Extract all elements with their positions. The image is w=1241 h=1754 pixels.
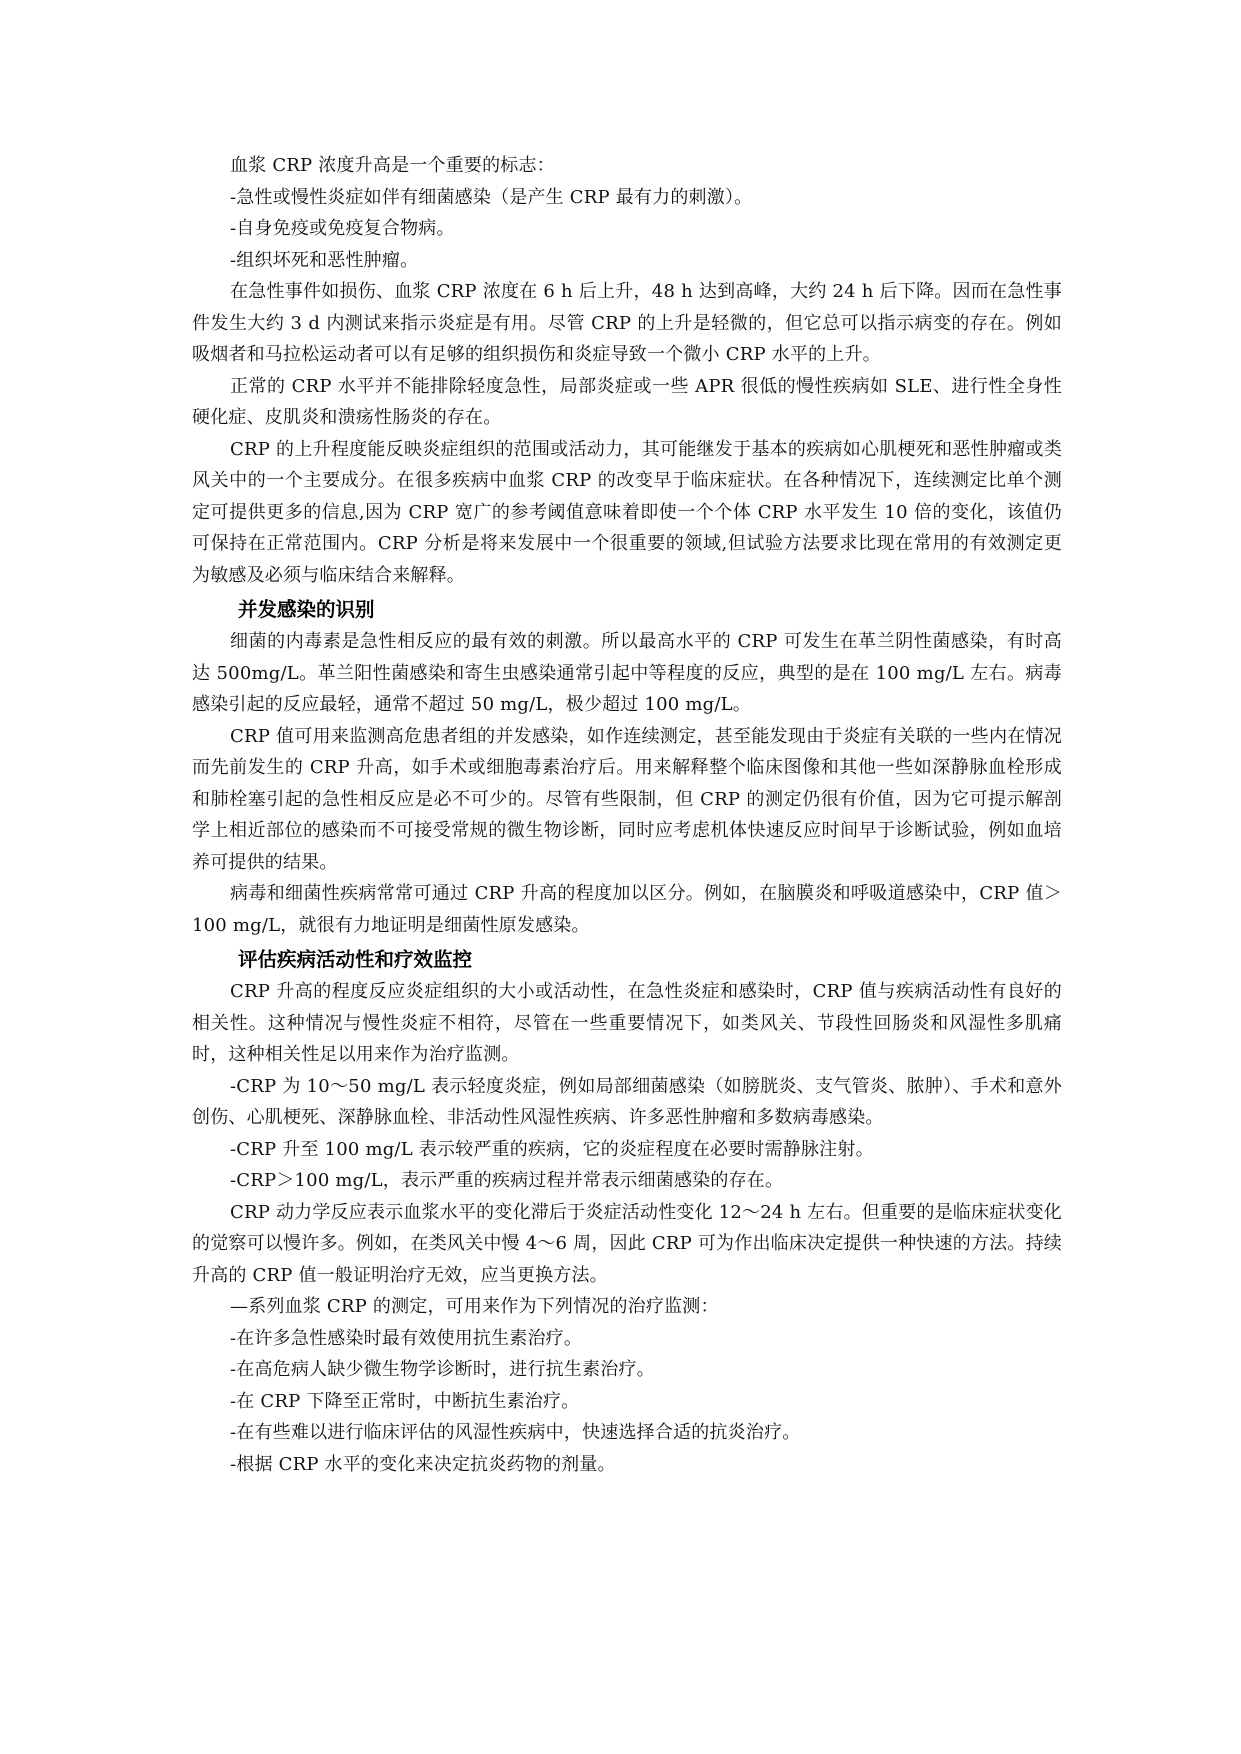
paragraph-activity-correlation: CRP 升高的程度反应炎症组织的大小或活动性，在急性炎症和感染时，CRP 值与疾病活动性有良好的相关性。这种情况与慢性炎症不相符，尽管在一些重要情况下，如类风关、节段性回肠炎和风湿性多肌痛时，这种相关性足以用来作为治疗监测。 (192, 981, 1062, 1065)
treatment-list-item: -在 CRP 下降至正常时，中断抗生素治疗。 (230, 1390, 580, 1412)
treatment-list-item: -根据 CRP 水平的变化来决定抗炎药物的剂量。 (230, 1453, 616, 1475)
paragraph-viral-bacterial: 病毒和细菌性疾病常常可通过 CRP 升高的程度加以区分。例如，在脑膜炎和呼吸道感染中，CRP 值＞100 mg/L，就很有力地证明是细菌性原发感染。 (192, 883, 1062, 936)
paragraph-crp-rise: CRP 的上升程度能反映炎症组织的范围或活动力，其可能继发于基本的疾病如心肌梗死和恶性肿瘤或类风关中的一个主要成分。在很多疾病中血浆 CRP 的改变早于临床症状。在各种情况下，连续测定比单个测定可提供更多的信息,因为 CRP 宽广的参考阈值意味着即使一个个体 CRP 水平发生 10 倍的变化，该值仍可保持在正常范围内。CRP 分析是将来发展中一个很重要的领域,但试验方法要求比现在常用的有效测定更为敏感及必须与临床结合来解释。 (192, 438, 1062, 586)
section-heading-infection: 并发感染的识别 (238, 598, 375, 621)
document-body (192, 150, 1062, 1480)
paragraph-acute-events: 在急性事件如损伤、血浆 CRP 浓度在 6 h 后上升，48 h 达到高峰，大约 24 h 后下降。因而在急性事件发生大约 3 d 内测试来指示炎症是有用。尽管 CRP 的上升是轻微的，但它总可以指示病变的存在。例如吸烟者和马拉松运动者可以有足够的组织损伤和炎症导致一个微小 CRP 水平的上升。 (192, 281, 1062, 365)
paragraph-severe-disease: -CRP 升至 100 mg/L 表示较严重的疾病，它的炎症程度在必要时需静脉注射。 (230, 1138, 874, 1160)
intro-list-item: -自身免疫或免疫复合物病。 (230, 218, 455, 239)
intro-list-item: -急性或慢性炎症如伴有细菌感染（是产生 CRP 最有力的刺激）。 (230, 186, 753, 208)
paragraph-endotoxin: 细菌的内毒素是急性相反应的最有效的刺激。所以最高水平的 CRP 可发生在革兰阴性菌感染，有时高达 500mg/L。革兰阳性菌感染和寄生虫感染通常引起中等程度的反应，典型的是在 100 mg/L 左右。病毒感染引起的反应最轻，通常不超过 50 mg/L，极少超过 100 mg/L。 (192, 631, 1062, 715)
section-heading-disease-activity: 评估疾病活动性和疗效监控 (238, 948, 473, 971)
paragraph-bacterial-infection: -CRP＞100 mg/L，表示严重的疾病过程并常表示细菌感染的存在。 (230, 1170, 784, 1191)
paragraph-kinetics: CRP 动力学反应表示血浆水平的变化滞后于炎症活动性变化 12～24 h 左右。但重要的是临床症状变化的觉察可以慢许多。例如，在类风关中慢 4～6 周，因此 CRP 可为作出临床决定提供一种快速的方法。持续升高的 CRP 值一般证明治疗无效，应当更换方法。 (192, 1201, 1062, 1286)
paragraph-normal-crp: 正常的 CRP 水平并不能排除轻度急性，局部炎症或一些 APR 很低的慢性疾病如 SLE、进行性全身性硬化症、皮肌炎和溃疡性肠炎的存在。 (192, 375, 1062, 428)
paragraph-monitoring: CRP 值可用来监测高危患者组的并发感染，如作连续测定，甚至能发现由于炎症有关联的一些内在情况而先前发生的 CRP 升高，如手术或细胞毒素治疗后。用来解释整个临床图像和其他一些如深静脉血栓形成和肺栓塞引起的急性相反应是必不可少的。尽管有些限制，但 CRP 的测定仍很有价值，因为它可提示解剖学上相近部位的感染而不可接受常规的微生物诊断，同时应考虑机体快速反应时间早于诊断试验，例如血培养可提供的结果。 (192, 725, 1062, 873)
treatment-list-item: -在有些难以进行临床评估的风湿性疾病中，快速选择合适的抗炎治疗。 (230, 1422, 801, 1443)
intro-list-item: -组织坏死和恶性肿瘤。 (230, 249, 419, 271)
treatment-list-item: -在许多急性感染时最有效使用抗生素治疗。 (230, 1327, 583, 1349)
treatment-list-item: -在高危病人缺少微生物学诊断时，进行抗生素治疗。 (230, 1359, 655, 1380)
paragraph-mild-inflammation: -CRP 为 10～50 mg/L 表示轻度炎症，例如局部细菌感染（如膀胱炎、支气管炎、脓肿）、手术和意外创伤、心肌梗死、深静脉血栓、非活动性风湿性疾病、许多恶性肿瘤和多数病毒感染。 (192, 1075, 1062, 1128)
paragraph-series-measurement: —系列血浆 CRP 的测定，可用来作为下列情况的治疗监测： (230, 1296, 719, 1317)
intro-line: 血浆 CRP 浓度升高是一个重要的标志： (230, 155, 555, 176)
